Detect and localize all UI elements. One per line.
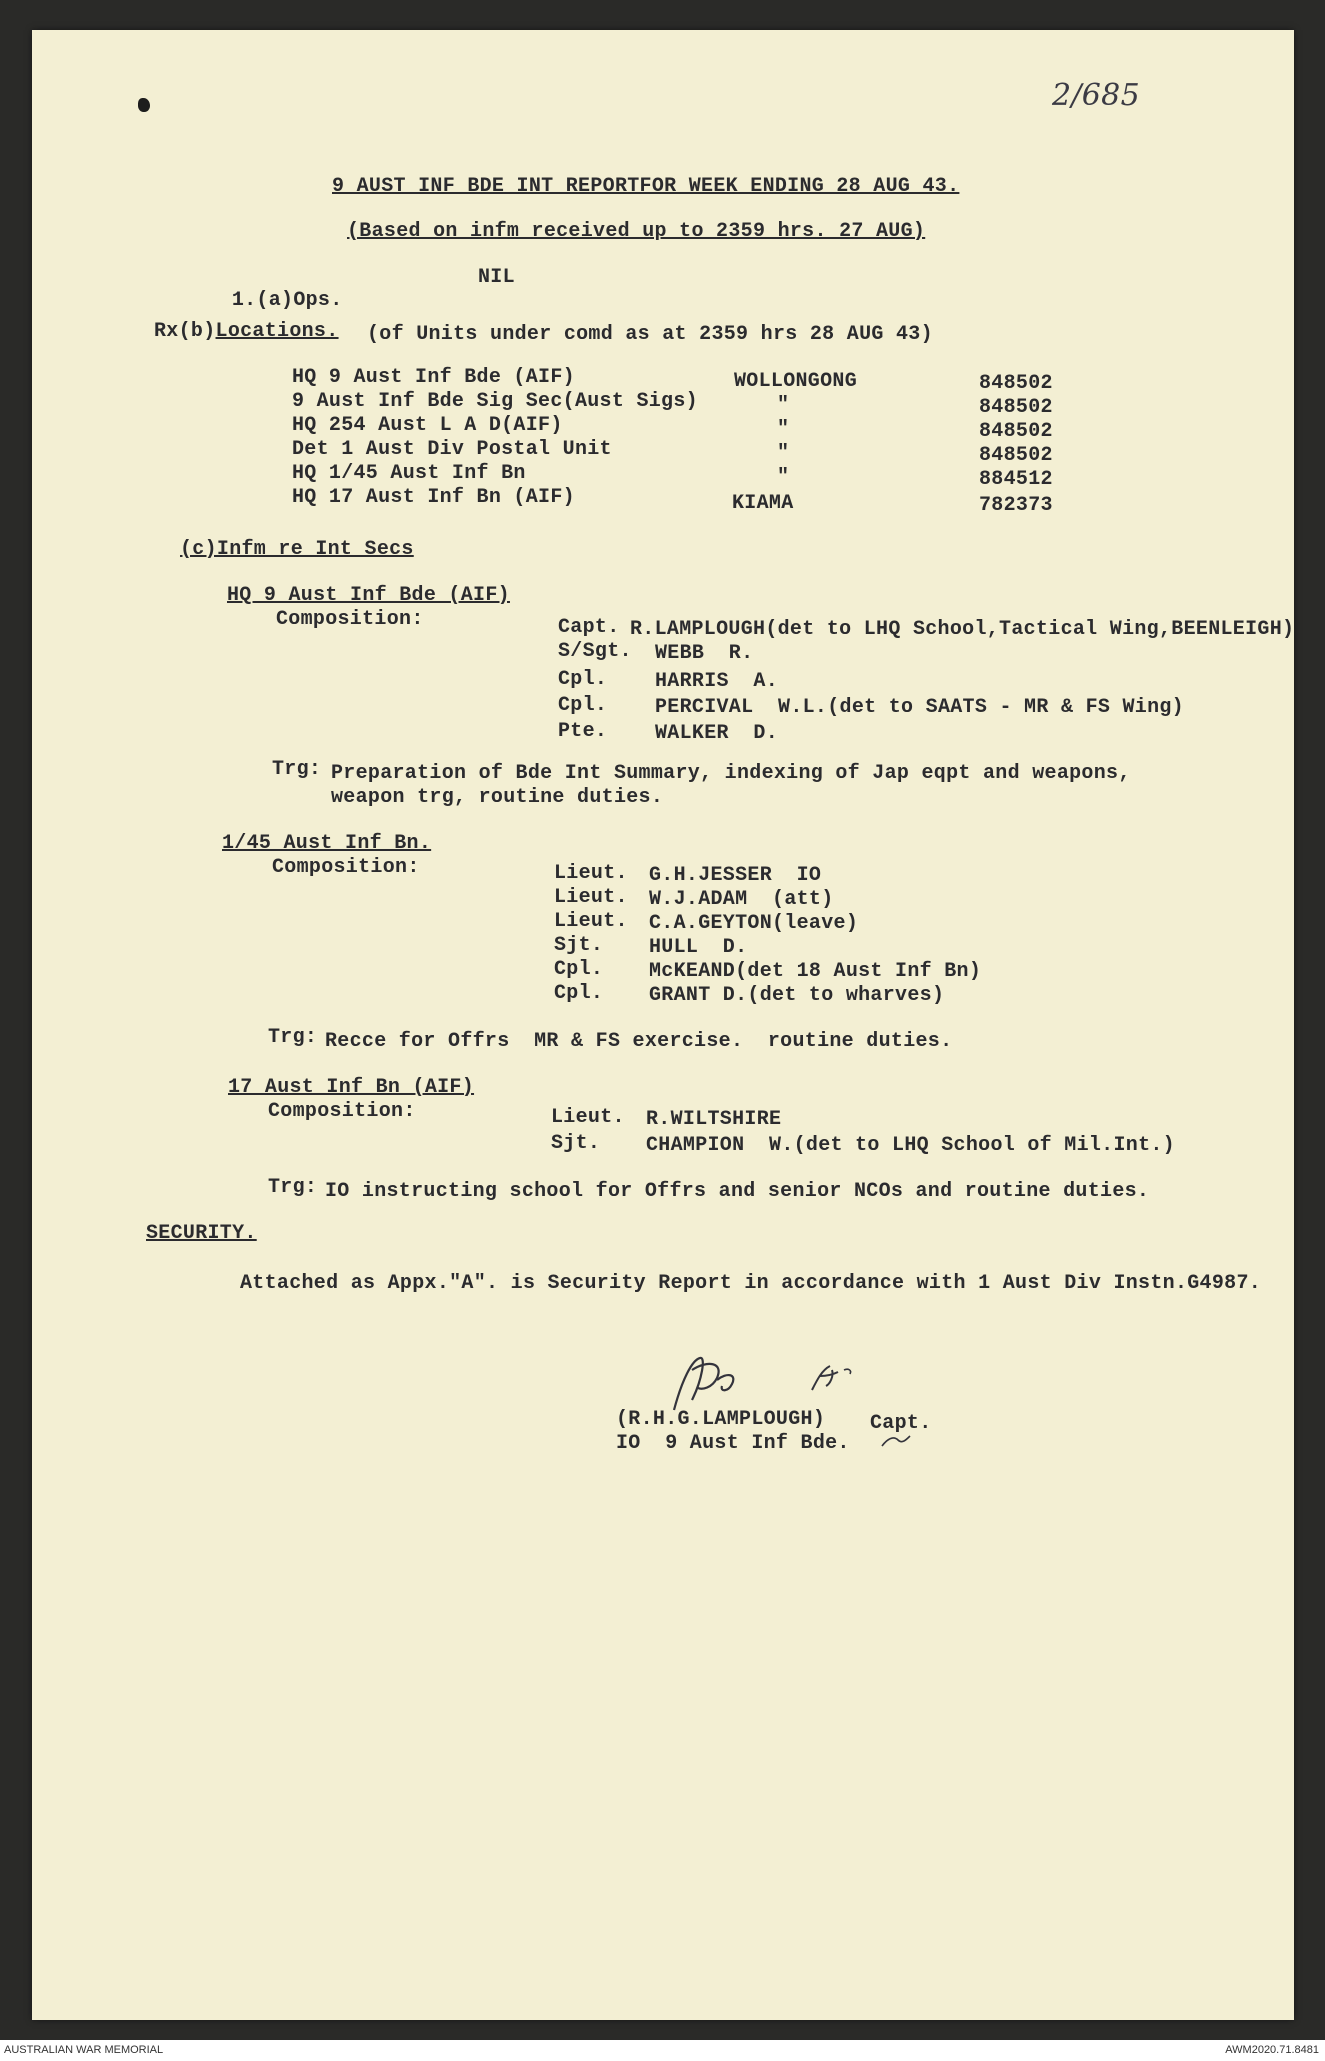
location-unit: HQ 254 Aust L A D(AIF) (292, 414, 563, 437)
member-name: HARRIS A. (655, 670, 779, 693)
trg-text: IO instructing school for Offrs and senior NCOs and routine duties. (325, 1180, 1150, 1203)
composition-label: Composition: (276, 608, 424, 631)
location-unit: 9 Aust Inf Bde Sig Sec(Aust Sigs) (292, 390, 698, 413)
location-unit: HQ 1/45 Aust Inf Bn (292, 462, 526, 485)
location-ref: 884512 (979, 468, 1053, 491)
member-name: G.H.JESSER IO (649, 864, 822, 887)
location-place: " (777, 394, 790, 417)
document-page (32, 30, 1294, 2020)
unit-name: 17 Aust Inf Bn (AIF) (228, 1076, 475, 1099)
int-secs-heading: (c)Infm re Int Secs (180, 538, 414, 561)
unit-name: 1/45 Aust Inf Bn. (222, 832, 432, 855)
member-rank: Cpl. (554, 958, 604, 981)
member-name: WALKER D. (655, 722, 779, 745)
member-rank: Cpl. (558, 668, 608, 691)
security-text: Attached as Appx."A". is Security Report in accordance with 1 Aust Div Instn.G4987. (240, 1272, 1262, 1295)
signature-rank: Capt. (870, 1412, 932, 1435)
trg-label: Trg: (272, 758, 322, 781)
member-rank: Sjt. (551, 1132, 601, 1155)
member-name: CHAMPION W.(det to LHQ School of Mil.Int.) (646, 1134, 1175, 1157)
ops-value: NIL (478, 266, 515, 289)
punch-hole-mark (138, 98, 150, 112)
member-rank: Pte. (558, 720, 608, 743)
trg-label: Trg: (268, 1176, 318, 1199)
composition-label: Composition: (268, 1100, 416, 1123)
member-name: W.J.ADAM (att) (649, 888, 834, 911)
composition-label: Composition: (272, 856, 420, 879)
member-name: C.A.GEYTON(leave) (649, 912, 859, 935)
member-name: GRANT D.(det to wharves) (649, 984, 945, 1007)
member-rank: Lieut. (554, 910, 628, 933)
footer-catalogue-number: AWM2020.71.8481 (1225, 2044, 1319, 2056)
member-rank: Lieut. (551, 1106, 625, 1129)
security-heading: SECURITY. (146, 1222, 257, 1245)
report-title: 9 AUST INF BDE INT REPORTFOR WEEK ENDING 28 AUG 43. (332, 175, 960, 198)
member-name: R.LAMPLOUGH(det to LHQ School,Tactical Wing,BEENLEIGH) (630, 618, 1295, 641)
signature-appointment: IO 9 Aust Inf Bde. (616, 1432, 850, 1455)
member-rank: Lieut. (554, 886, 628, 909)
locations-label-prefix: Rx(b) (154, 320, 216, 343)
member-name: HULL D. (649, 936, 748, 959)
unit-name: HQ 9 Aust Inf Bde (AIF) (227, 584, 510, 607)
location-place: " (777, 442, 790, 465)
member-name: PERCIVAL W.L.(det to SAATS - MR & FS Wing) (655, 696, 1184, 719)
location-place: KIAMA (732, 492, 794, 515)
ops-label: 1.(a)Ops. (231, 289, 343, 312)
locations-label: Locations. (215, 320, 339, 343)
member-rank: Sjt. (554, 934, 604, 957)
member-name: McKEAND(det 18 Aust Inf Bn) (649, 960, 982, 983)
signature-name: (R.H.G.LAMPLOUGH) (616, 1408, 826, 1431)
trg-text: Recce for Offrs MR & FS exercise. routine duties. (325, 1030, 953, 1053)
location-ref: 848502 (979, 396, 1053, 419)
location-ref: 782373 (979, 494, 1053, 517)
location-ref: 848502 (979, 372, 1053, 395)
locations-note: (of Units under comd as at 2359 hrs 28 AUG 43) (367, 323, 933, 346)
location-unit: HQ 9 Aust Inf Bde (AIF) (292, 366, 575, 389)
location-place: " (777, 466, 790, 489)
trg-text: Preparation of Bde Int Summary, indexing of Jap eqpt and weapons, (331, 762, 1131, 785)
location-place: " (777, 418, 790, 441)
member-rank: Capt. (558, 616, 620, 639)
location-unit: Det 1 Aust Div Postal Unit (292, 438, 612, 461)
trg-label: Trg: (268, 1026, 318, 1049)
member-name: WEBB R. (655, 642, 754, 665)
member-rank: Cpl. (558, 694, 608, 717)
location-ref: 848502 (979, 420, 1053, 443)
archive-footer (0, 2040, 1325, 2061)
report-subtitle: (Based on infm received up to 2359 hrs. 27 AUG) (347, 220, 926, 243)
trg-text: weapon trg, routine duties. (331, 786, 664, 809)
location-ref: 848502 (979, 444, 1053, 467)
location-place: WOLLONGONG (734, 370, 858, 393)
location-unit: HQ 17 Aust Inf Bn (AIF) (292, 486, 575, 509)
member-rank: Cpl. (554, 982, 604, 1005)
footer-institution: AUSTRALIAN WAR MEMORIAL (4, 2044, 164, 2056)
member-rank: Lieut. (554, 862, 628, 885)
member-rank: S/Sgt. (558, 640, 632, 663)
member-name: R.WILTSHIRE (646, 1108, 782, 1131)
archive-number: 2/685 (1052, 78, 1140, 113)
